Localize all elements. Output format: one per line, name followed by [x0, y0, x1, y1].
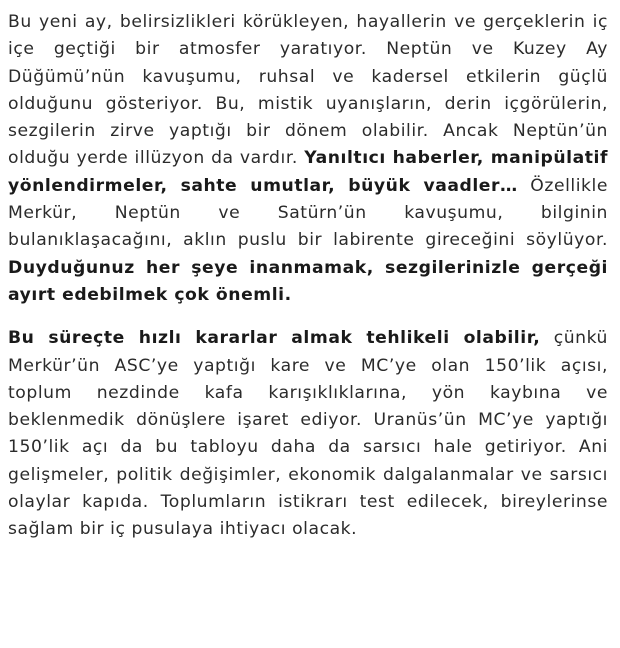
article-body — [8, 9, 608, 544]
paragraph-1-bold-run: Duyduğunuz her şeye inanmamak, sezgilerinizle gerçeği ayırt edebilmek çok önemli. — [8, 257, 608, 305]
paragraph-1 — [8, 9, 608, 309]
paragraph-1-text-run: Bu yeni ay, belirsizlikleri körükleyen, hayallerin ve gerçeklerin iç içe geçtiği bir atmosfer yaratıyor. Neptün ve Kuzey Ay Düğümü’nün kavuşumu, ruhsal ve kadersel etkilerin güçlü olduğunu gösteriyor. Bu, mistik uyanışların, derin içgörülerin, sezgilerin zirve yaptığı bir dönem olabilir. Ancak Neptün’ün olduğu yerde illüzyon da vardır. — [8, 12, 608, 169]
paragraph-2-bold-run: Bu süreçte hızlı kararlar almak tehlikeli olabilir, — [8, 328, 541, 349]
paragraph-2-text-run: çünkü Merkür’ün ASC’ye yaptığı kare ve MC’ye olan 150’lik açısı, toplum nezdinde kafa karışıklıklarına, yön kaybına ve beklenmedik dönüşlere işaret ediyor. Uranüs’ün MC’ye yaptığı 150’lik açı da bu tabloyu daha da sarsıcı hale getiriyor. Ani gelişmeler, politik değişimler, ekonomik dalgalanmalar ve sarsıcı olaylar kapıda. Toplumların istikrarı test edilecek, bireylerinse sağlam bir iç pusulaya ihtiyacı olacak. — [8, 328, 608, 540]
paragraph-2 — [8, 325, 608, 543]
paragraph-1-bold-run: Yanıltıcı haberler, manipülatif yönlendirmeler, sahte umutlar, büyük vaadler… — [8, 148, 609, 196]
paragraph-1-text-run: Özellikle Merkür, Neptün ve Satürn’ün kavuşumu, bilginin bulanıklaşacağını, aklın puslu bir labirente gireceğini söylüyor. — [8, 175, 609, 251]
